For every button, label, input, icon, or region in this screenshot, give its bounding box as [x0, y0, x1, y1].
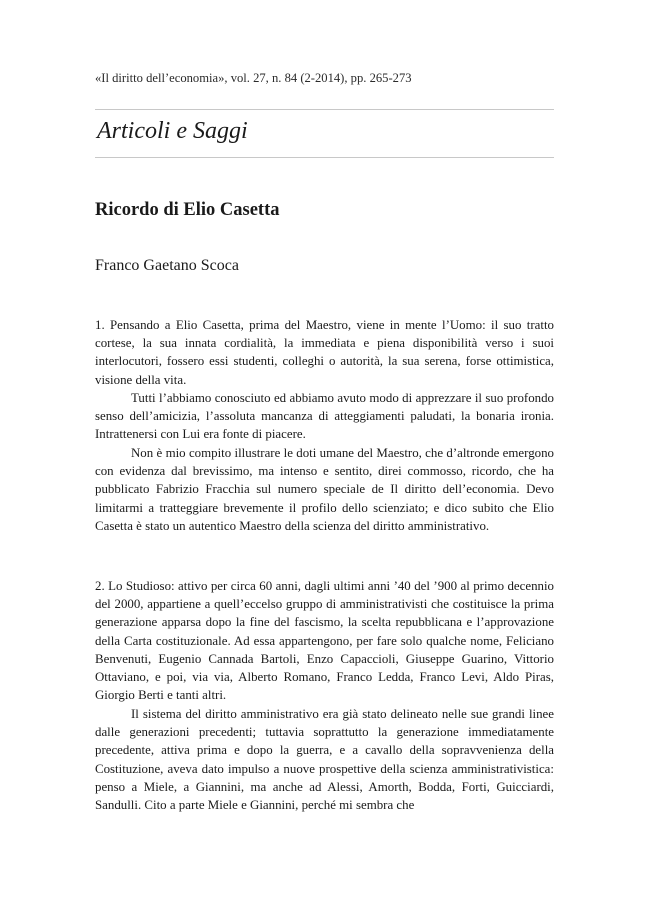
journal-reference: «Il diritto dell’economia», vol. 27, n. 84 (2-2014), pp. 265-273 — [95, 71, 412, 85]
header-rule-top — [95, 109, 554, 110]
section-heading: Articoli e Saggi — [97, 118, 248, 144]
paragraph-3: Non è mio compito illustrare le doti umane del Maestro, che d’altronde emergono con evidenza dal brevissimo, ma intenso e sentito, direi commosso, ricordo, che ha pubblicato Fabrizio Fracchia sul numero speciale de Il diritto dell’economia. Devo limitarmi a tratteggiare brevemente il profilo dello scienziato; e dico subito che Elio Casetta è stato un autentico Maestro della scienza del diritto amministrativo. — [95, 446, 554, 533]
paragraph-2: Tutti l’abbiamo conosciuto ed abbiamo avuto modo di apprezzare il suo profondo senso dell’amicizia, l’assoluta mancanza di atteggiamenti paludati, la bonaria ironia. Intrattenersi con Lui era fonte di piacere. — [95, 391, 554, 442]
header-rule-bottom — [95, 157, 554, 158]
paragraph-1: 1. Pensando a Elio Casetta, prima del Maestro, viene in mente l’Uomo: il suo tratto cortese, la sua innata cordialità, la immediata e piena disponibilità verso i suoi interlocutori, fossero essi studenti, colleghi o autorità, la sua serena, forse ottimistica, visione della vita. — [95, 318, 554, 387]
article-title: Ricordo di Elio Casetta — [95, 200, 280, 220]
paragraph-4: 2. Lo Studioso: attivo per circa 60 anni, dagli ultimi anni ’40 del ’900 al primo decennio del 2000, appartiene a quell’eccelso gruppo di amministrativisti che costituisce la prima generazione apparsa dopo la fine del fascismo, la scelta repubblicana e l’approvazione della Carta costituzionale. Ad essa appartengono, per fare solo qualche nome, Feliciano Benvenuti, Eugenio Cannada Bartoli, Enzo Capaccioli, Giuseppe Guarino, Vittorio Ottaviano, e poi, via via, Alberto Romano, Franco Ledda, Franco Levi, Aldo Piras, Giorgio Berti e tanti altri. — [95, 579, 554, 703]
article-author: Franco Gaetano Scoca — [95, 257, 239, 274]
paragraph-5: Il sistema del diritto amministrativo era già stato delineato nelle sue grandi linee dalle generazioni precedenti; tuttavia soprattutto la generazione immediatamente precedente, attiva prima e dopo la guerra, e a cavallo della sopravvenienza della Costituzione, aveva dato impulso a nuove prospettive della scienza amministrativistica: penso a Miele, a Giannini, ma anche ad Alessi, Amorth, Bodda, Forti, Guicciardi, Sandulli. Cito a parte Miele e Giannini, perché mi sembra che — [95, 707, 554, 813]
